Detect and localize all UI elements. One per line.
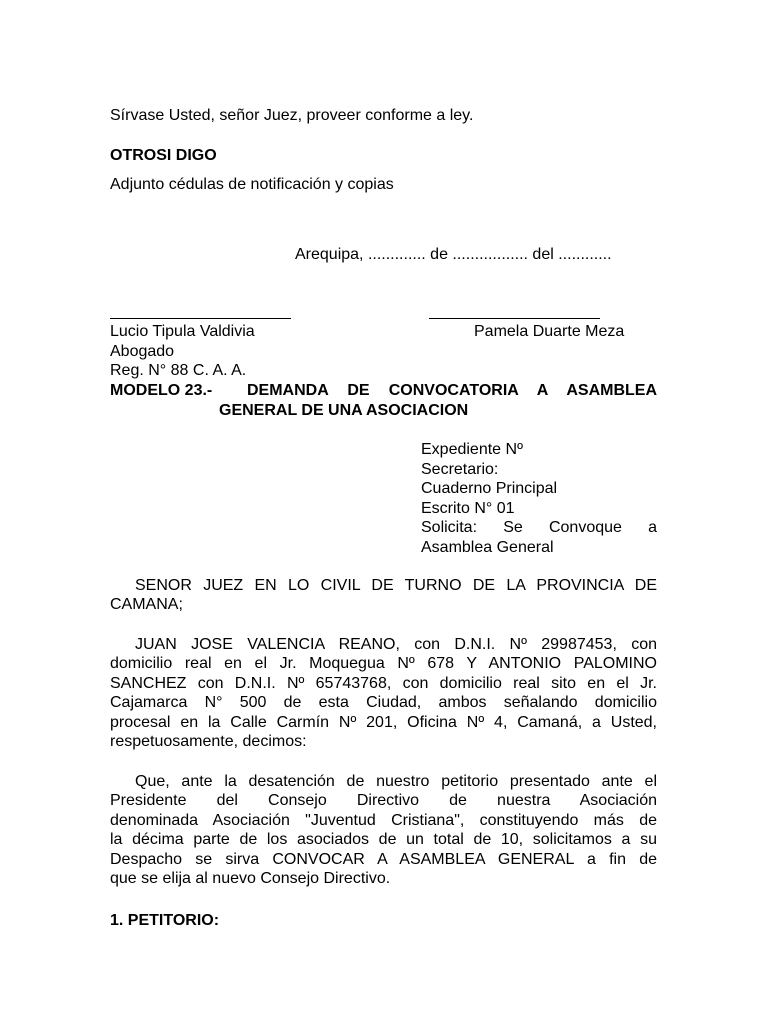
place-date-line: Arequipa, ............. de ................. del ............ bbox=[295, 246, 612, 263]
body-line: Que, ante la desatención de nuestro petitorio presentado ante el bbox=[135, 773, 657, 790]
case-solicita-line1: Solicita: Se Convoque a bbox=[421, 519, 657, 536]
body-line: denominada Asociación "Juventud Cristiana", constituyendo más de bbox=[110, 811, 657, 829]
body-line: que se elija al nuevo Consejo Directivo. bbox=[110, 870, 391, 888]
case-secretario: Secretario: bbox=[421, 461, 499, 478]
intro-line: respetuosamente, decimos: bbox=[110, 733, 307, 751]
case-escrito: Escrito N° 01 bbox=[421, 500, 515, 517]
otrosi-heading: OTROSI DIGO bbox=[110, 147, 217, 164]
body-line: la décima parte de los asociados de un total de 10, solicitamos a su bbox=[110, 831, 657, 849]
model-title-line2: GENERAL DE UNA ASOCIACION bbox=[219, 402, 469, 419]
addressee bbox=[110, 576, 657, 615]
intro-line: SANCHEZ con D.N.I. Nº 65743768, con domicilio real sito en el Jr. bbox=[110, 674, 657, 692]
model-label: MODELO 23.- bbox=[110, 382, 213, 399]
intro-line: Cajamarca N° 500 de esta Ciudad, ambos señalando domicilio bbox=[110, 694, 657, 712]
body-line: Despacho se sirva CONVOCAR A ASAMBLEA GENERAL a fin de bbox=[110, 850, 657, 868]
intro-paragraph bbox=[110, 635, 657, 751]
signer-right-name: Pamela Duarte Meza bbox=[474, 323, 625, 340]
case-expediente: Expediente Nº bbox=[421, 441, 523, 458]
section-heading-petitorio: 1. PETITORIO: bbox=[110, 912, 220, 929]
signature-line-left bbox=[110, 318, 291, 319]
case-solicita-line2: Asamblea General bbox=[421, 539, 554, 556]
signer-left-title: Abogado bbox=[110, 343, 175, 360]
intro-line: domicilio real en el Jr. Moquegua Nº 678 Y ANTONIO PALOMINO bbox=[110, 655, 657, 673]
body-paragraph bbox=[110, 772, 657, 888]
body-line: Presidente del Consejo Directivo de nuestra Asociación bbox=[110, 792, 657, 810]
intro-line: JUAN JOSE VALENCIA REANO, con D.N.I. Nº 29987453, con bbox=[135, 636, 657, 653]
signer-left-name: Lucio Tipula Valdivia bbox=[110, 323, 255, 340]
signature-line-right bbox=[429, 318, 600, 319]
signer-left-registration: Reg. N° 88 C. A. A. bbox=[110, 362, 247, 379]
intro-line: procesal en la Calle Carmín Nº 201, Oficina Nº 4, Camaná, a Usted, bbox=[110, 713, 657, 731]
case-cuaderno: Cuaderno Principal bbox=[421, 480, 558, 497]
addressee-line2: CAMANA; bbox=[110, 596, 183, 614]
addressee-line1: SENOR JUEZ EN LO CIVIL DE TURNO DE LA PROVINCIA DE bbox=[135, 577, 657, 594]
otrosi-text: Adjunto cédulas de notificación y copias bbox=[110, 176, 394, 193]
model-title-line1: DEMANDA DE CONVOCATORIA A ASAMBLEA bbox=[247, 382, 657, 399]
closing-request: Sírvase Usted, señor Juez, proveer conforme a ley. bbox=[110, 107, 474, 124]
